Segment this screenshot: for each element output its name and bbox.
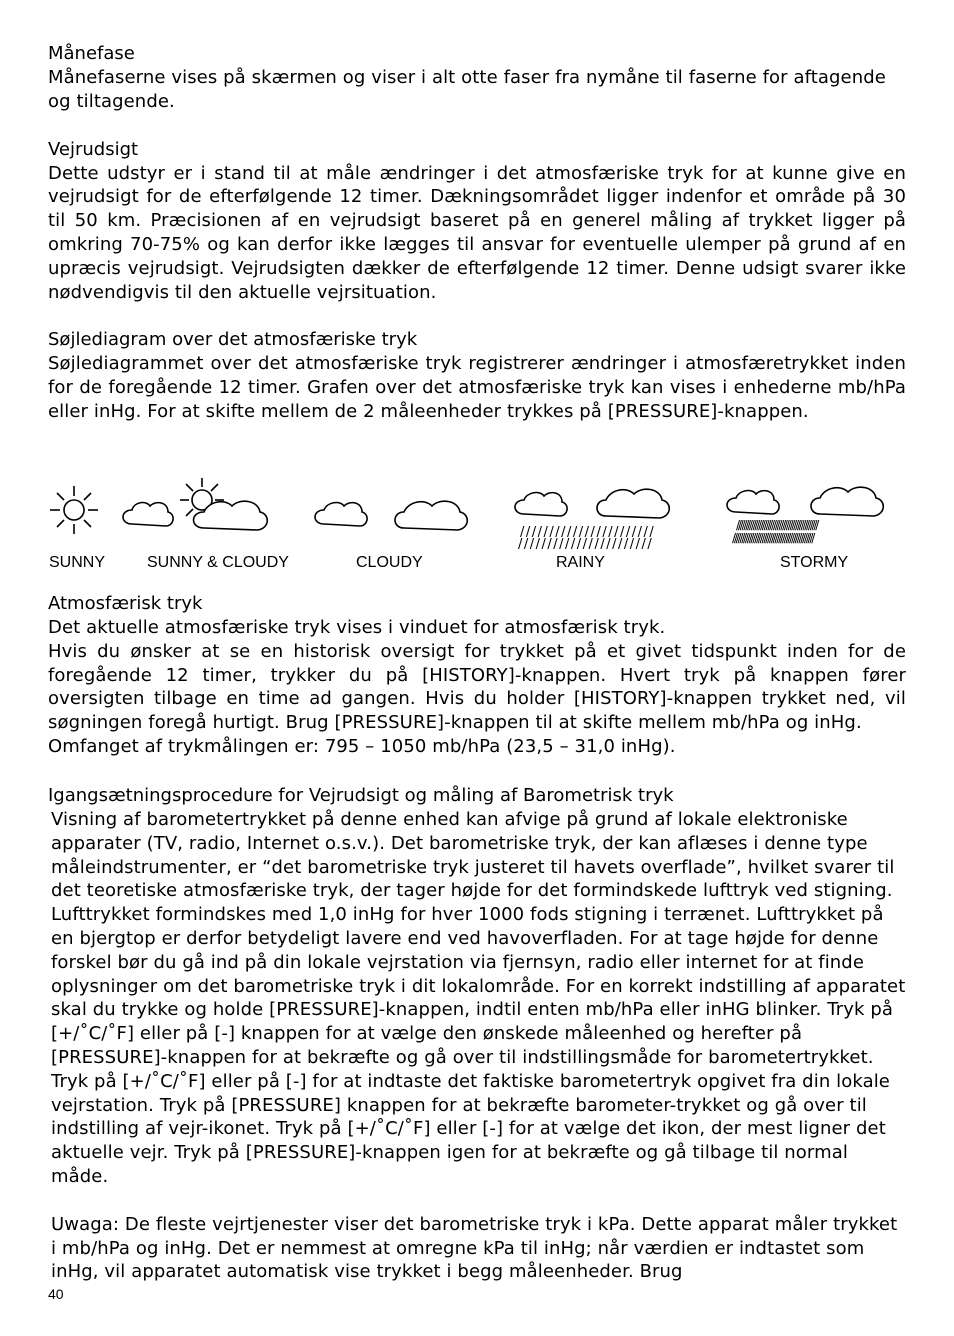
procedure-note: Uwaga: De fleste vejrtjenester viser det barometriske tryk i kPa. Dette apparat måler trykket i mb/hPa og inHg. Det er nemmest at omregne kPa til inHg; når værdien er indtastet som inHg, vil apparatet automatisk vise trykket i begg måleenheder. Brug: [51, 1213, 898, 1283]
top-sections: [48, 42, 906, 424]
label-cloudy: CLOUDY: [356, 554, 423, 571]
procedure-section: [48, 784, 906, 1284]
label-sunny-cloudy: SUNNY & CLOUDY: [147, 554, 289, 571]
cloud-icon: [315, 501, 467, 530]
rain-marks-top: ///////////////////////: [520, 525, 656, 540]
label-stormy: STORMY: [780, 554, 849, 571]
bargraph-heading: Søjlediagram over det atmosfæriske tryk: [48, 329, 418, 351]
bargraph-text: Søjlediagrammet over det atmosfæriske tryk registrerer ændringer i atmosfæretrykket inden for de foregående 12 timer. Grafen over det atmosfæriske tryk kan vises i enhederne mb/hPa eller inHg. For at skifte mellem de 2 måleenheder trykkes på [PRESSURE]-knappen.: [48, 353, 906, 422]
forecast-heading: Vejrudsigt: [48, 138, 139, 160]
moon-phase-text: Månefaserne vises på skærmen og viser i alt otte faser fra nymåne til faserne for aftagende og tiltagende.: [48, 67, 886, 112]
sun-icon: [50, 486, 98, 534]
forecast-text: Dette udstyr er i stand til at måle ændringer i det atmosfæriske tryk for at kunne give en vejrudsigt for de efterfølgende 12 timer. Dækningsområdet ligger indenfor et område på 30 til 50 km. Præcisionen af en vejrudsigt baseret på en generel måling af trykket ligger på omkring 70-75% og kan derfor ikke lægges til ansvar for eventuelle ulemper på grund af en upræcis vejrudsigt. Vejrudsigten dækker de efterfølgende 12 timer. Denne udsigt svarer ikke nødvendigvis til den aktuelle vejrsituation.: [48, 162, 906, 303]
atmos-range: Omfanget af trykmålingen er: 795 – 1050 mb/hPa (23,5 – 31,0 inHg).: [48, 735, 676, 757]
storm-cloud-icon: [727, 487, 883, 545]
procedure-heading: Igangsætningsprocedure for Vejrudsigt og måling af Barometrisk tryk: [48, 785, 674, 806]
page-number: 40: [48, 1286, 64, 1302]
storm-marks-bottom: ////////////////////////////////////////////: [732, 531, 814, 545]
moon-phase-heading: Månefase: [48, 43, 135, 64]
label-rainy: RAINY: [556, 554, 605, 571]
atmos-line1: Det aktuelle atmosfæriske tryk vises i vinduet for atmosfærisk tryk.: [48, 617, 666, 638]
sun-cloud-icon: [123, 478, 267, 530]
procedure-text: Visning af barometertrykket på denne enhed kan afvige på grund af lokale elektroniske apparater (TV, radio, Internet o.s.v.). Det barometriske tryk, der kan aflæses i denne type måleindstrumenter, er “det barometriske tryk justeret til havets overflade”, hvilket svarer til det teoretiske atmosfæriske tryk, der tager højde for det formindskede lufttryk ved stigning. Lufttrykket formindskes med 1,0 inHg for hver 1000 fods stigning i terrænet. Lufttrykket på en bjergtop er derfor betydeligt lavere end ved havoverfladen. For at tage højde for denne forskel bør du gå ind på din lokale vejrstation via fjernsyn, radio eller internet for at finde oplysninger om det barometriske tryk i dit lokalområde. For en korrekt indstilling af apparatet skal du trykke og holde [PRESSURE]-knappen, indtil enten mb/hPa eller inHG blinker. Tryk på [+/˚C/˚F] eller på [-] knappen for at vælge den ønskede måleenhed og herefter på [PRESSURE]-knappen for at bekræfte og gå over til indstillingsmåde for barometertrykket. Tryk på [+/˚C/˚F] eller på [-] for at indtaste det faktiske barometertryk opgivet fra din lokale vejrstation. Tryk på [PRESSURE] knappen for at bekræfte barometer-trykket og gå over til indstilling af vejr-ikonet. Tryk på [+/˚C/˚F] eller [-] for at vælge det ikon, der mest ligner det aktuelle vejr. Tryk på [PRESSURE]-knappen igen for at bekræfte og gå tilbage til normal måde.: [51, 809, 906, 1187]
atmos-heading: Atmosfærisk tryk: [48, 593, 203, 614]
storm-marks-top: ////////////////////////////////////////////: [736, 518, 818, 532]
label-sunny: SUNNY: [49, 554, 106, 571]
rain-marks-bottom: ///////////////////////: [518, 537, 654, 552]
atmospheric-pressure-section: [48, 592, 906, 759]
atmos-text: Hvis du ønsker at se en historisk oversigt for trykket på et givet tidspunkt inden for de foregående 12 timer, trykker du på [HISTORY]-knappen. Hvert tryk på knappen fører oversigten tilbage en time ad gangen. Hvis du holder [HISTORY]-knappen trykket ned, vil søgningen foregå hurtigt. Brug [PRESSURE]-knappen til at skifte mellem mb/hPa og inHg.: [48, 640, 906, 734]
rain-cloud-icon: [515, 489, 669, 552]
